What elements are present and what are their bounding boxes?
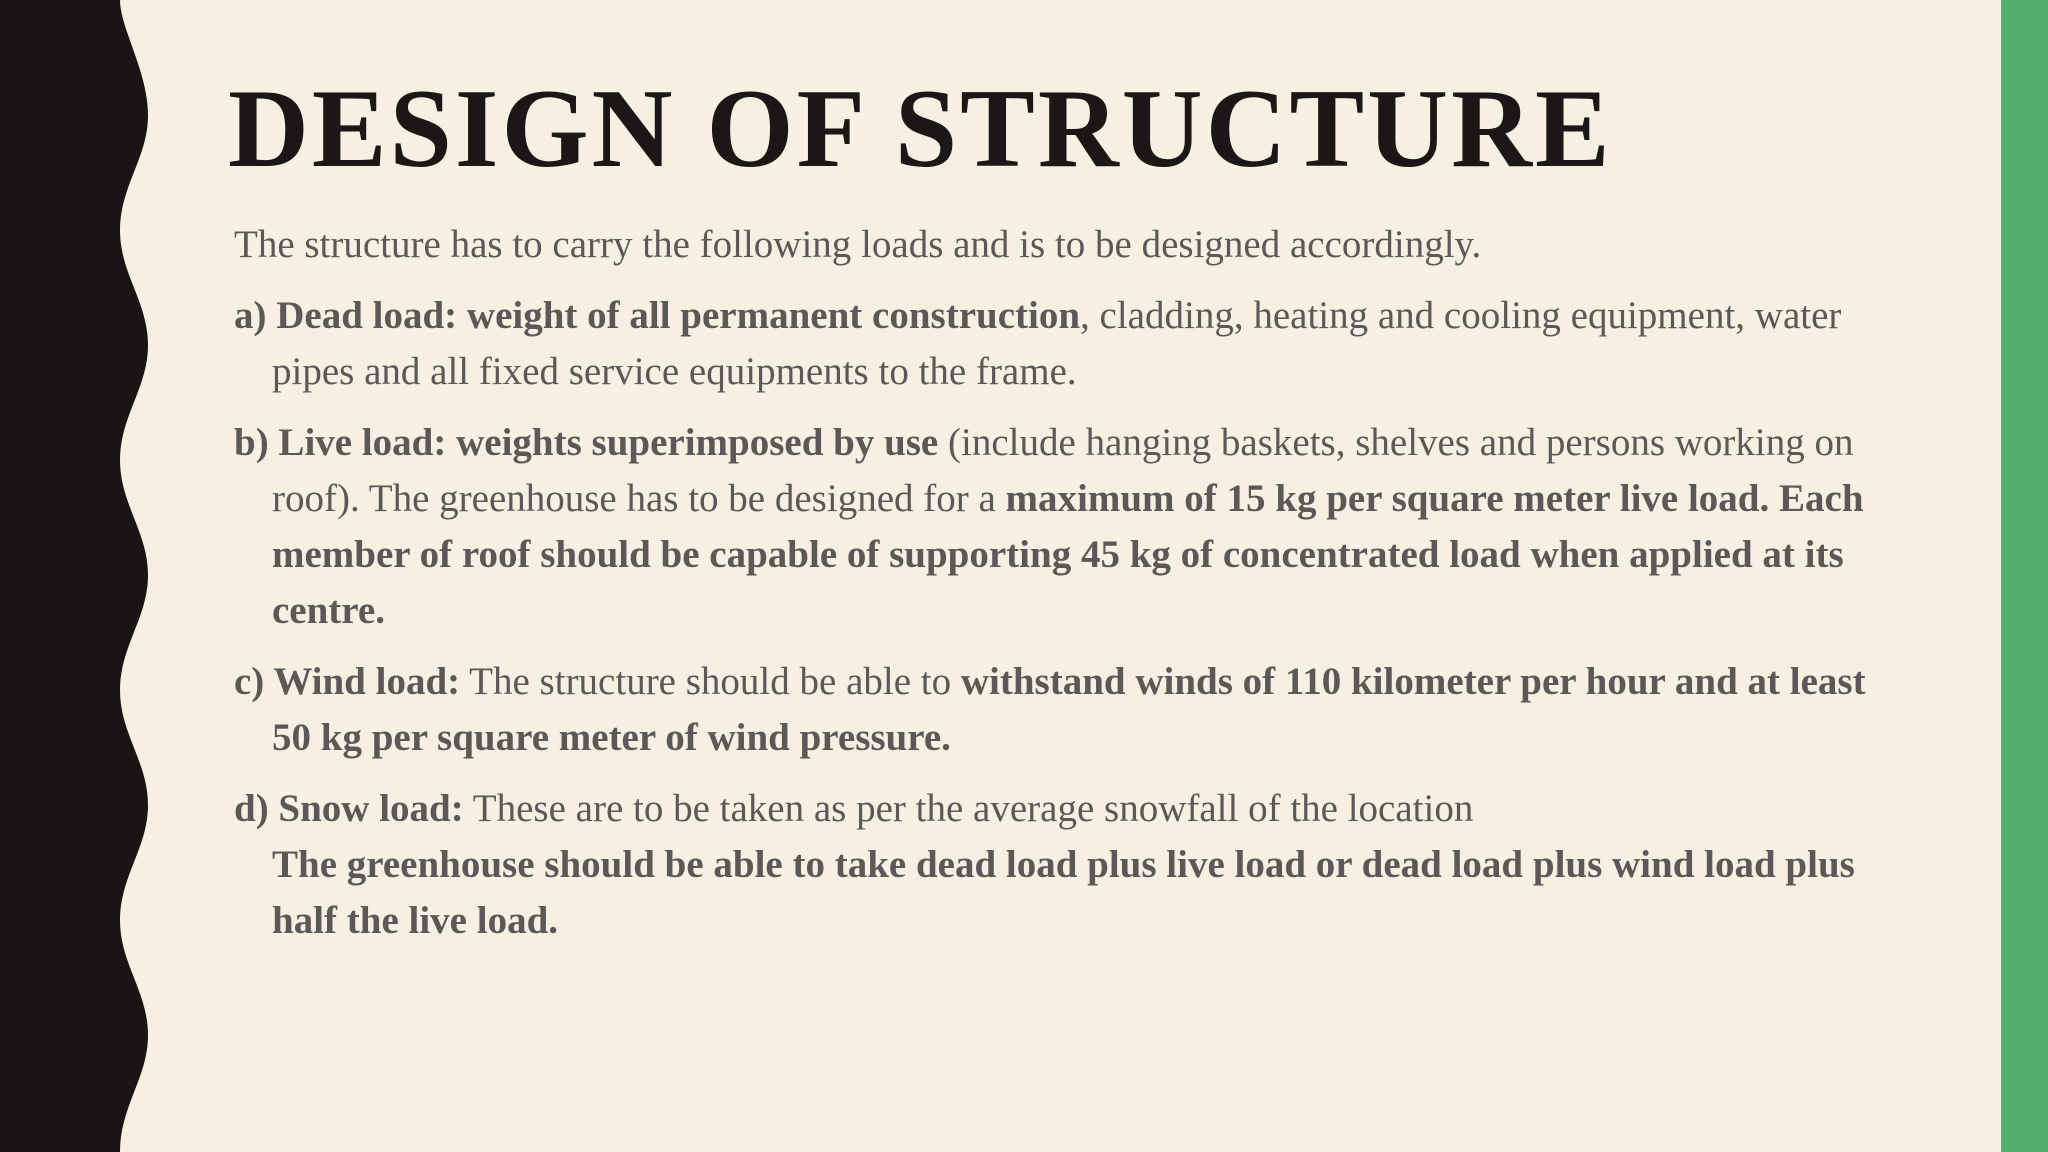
intro-text: The structure has to carry the following loads and is to be designed accordingly. — [234, 223, 1482, 266]
load-item-snow — [234, 781, 1894, 837]
load-combination-note: The greenhouse should be able to take dead load plus live load or dead load plus wind load plus half the live load. — [272, 843, 1855, 942]
load-item-text: c) Wind load: — [234, 660, 461, 703]
load-item-text: The structure should be able to — [460, 660, 961, 703]
slide-title: DESIGN OF STRUCTURE — [228, 67, 1613, 191]
load-item-dead — [234, 288, 1894, 400]
load-item-text: (include hanging baskets, shelves and persons working on roof). The greenhouse has to be designed for a — [272, 421, 1854, 520]
load-item-text: , cladding, heating and cooling equipment, water pipes and all fixed service equipments to the frame. — [272, 294, 1842, 393]
green-accent-bar — [2001, 0, 2048, 1152]
load-item-text: b) Live load: weights superimposed by use — [234, 421, 939, 464]
load-item-text: These are to be taken as per the average snowfall of the location — [463, 787, 1474, 830]
wave-shape — [0, 0, 148, 1152]
load-item-text: d) Snow load: — [234, 787, 464, 830]
load-item-live — [234, 415, 1894, 639]
load-item-wind — [234, 654, 1894, 766]
load-item-text: a) Dead load: weight of all permanent construction — [234, 294, 1081, 337]
slide-body — [234, 217, 1894, 949]
load-item-text: withstand winds of 110 kilometer per hour and at least 50 kg per square meter of wind pressure. — [272, 660, 1866, 759]
wavy-left-edge — [0, 0, 160, 1152]
load-item-text: maximum of 15 kg per square meter live load. Each member of roof should be capable of supporting 45 kg of concentrated load when applied at its centre. — [272, 477, 1864, 632]
